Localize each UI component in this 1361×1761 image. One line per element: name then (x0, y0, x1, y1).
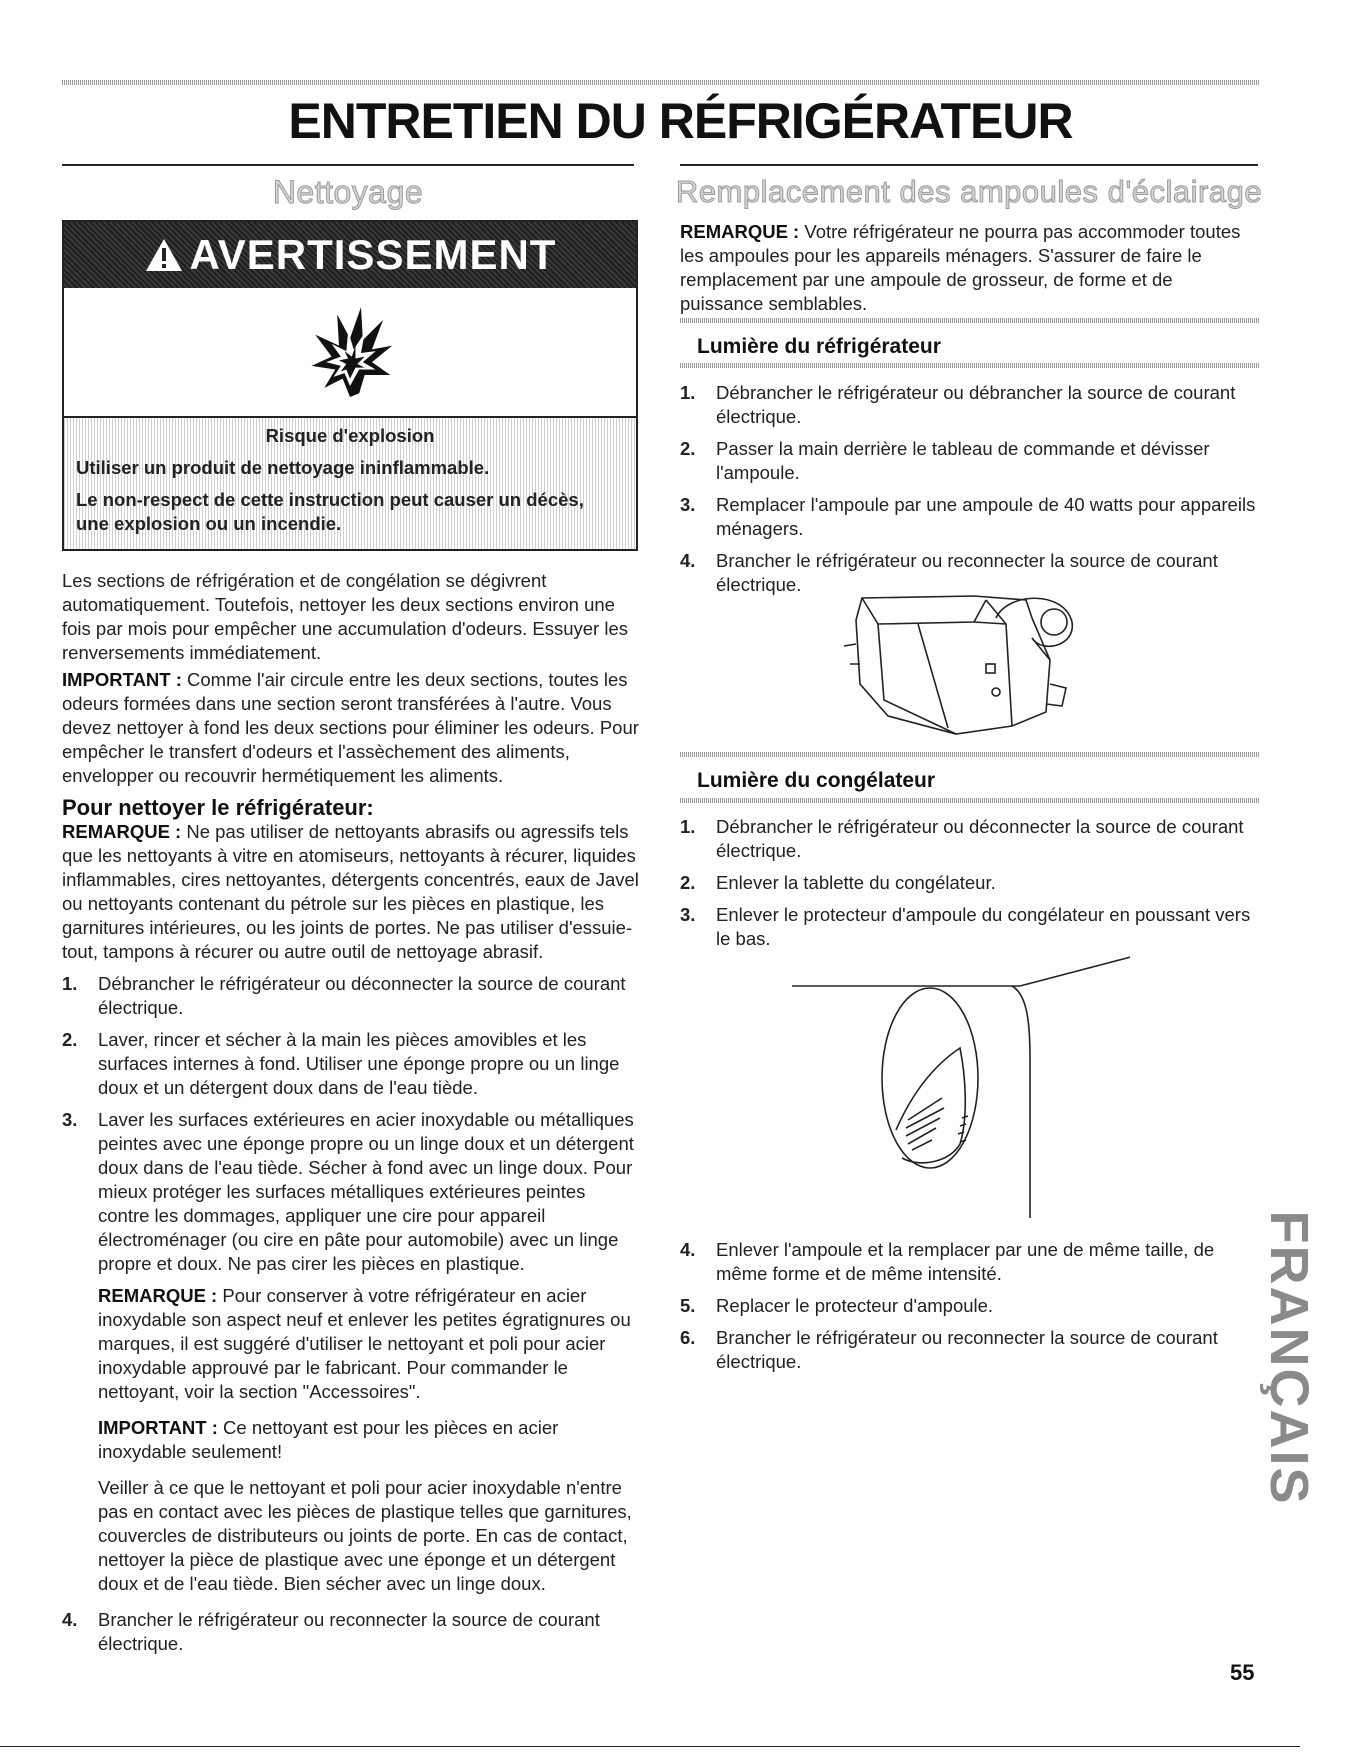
list-item (680, 1238, 1260, 1286)
step-number: 5. (680, 1295, 696, 1316)
language-side-tab (1259, 1200, 1319, 1516)
step-text: Enlever la tablette du congélateur. (716, 872, 996, 893)
freezer-light-steps-block (680, 815, 1260, 959)
left-column-rule (62, 164, 634, 166)
bottom-rule (0, 1746, 1300, 1747)
remarque-text: Ne pas utiliser de nettoyants abrasifs ou agressifs tels que les nettoyants à vitre en atomiseurs, nettoyants à récurer, liquides inflammables, cires nettoyantes, détergents concentrés, eaux de Javel ou nettoyants contenant du pétrole sur les pièces en plastique, les garnitures intérieures, ou les joints de portes. Ne pas utiliser d'essuie-tout, tampons à récurer ou autre outil de nettoyage abrasif. (62, 821, 639, 962)
step-number: 1. (680, 816, 696, 837)
freezer-subheading-bottom-rule (680, 798, 1260, 803)
right-column-rule (680, 164, 1258, 166)
step-text: Débrancher le réfrigérateur ou déconnecter la source de courant électrique. (98, 973, 626, 1018)
warning-text-area (64, 418, 636, 549)
important-text: Ce nettoyant est pour les pièces en acier inoxydable seulement! (98, 1417, 559, 1462)
fridge-subheading-top-rule (680, 318, 1260, 323)
remarque-label: REMARQUE : (98, 1285, 218, 1306)
step-number: 3. (62, 1109, 78, 1130)
step-text: Débrancher le réfrigérateur ou déconnecter la source de courant électrique. (716, 816, 1244, 861)
freezer-light-steps-continued (680, 1238, 1260, 1374)
fridge-control-panel-illustration (836, 588, 1096, 738)
important-paragraph-1 (62, 668, 640, 788)
step-text: Laver, rincer et sécher à la main les pièces amovibles et les surfaces internes à fond. Utiliser une éponge propre ou un linge doux et un détergent doux dans de l'eau tiède. (98, 1029, 620, 1098)
section-heading-cleaning: Nettoyage (272, 174, 424, 210)
step-text: Brancher le réfrigérateur ou reconnecter la source de courant électrique. (98, 1609, 600, 1654)
step-text: Débrancher le réfrigérateur ou débrancher la source de courant électrique. (716, 382, 1236, 427)
step-number: 4. (680, 550, 696, 571)
warning-box (62, 220, 638, 551)
step-text: Enlever l'ampoule et la remplacer par une de même taille, de même forme et de même intensité. (716, 1239, 1215, 1284)
list-item (680, 437, 1260, 485)
step-number: 1. (680, 382, 696, 403)
section-heading-bulb-replacement: Remplacement des ampoules d'éclairage (675, 174, 1263, 209)
freezer-light-steps (680, 815, 1260, 951)
step-number: 3. (680, 494, 696, 515)
warning-triangle-icon (144, 237, 184, 273)
list-item (680, 1294, 1260, 1318)
list-item (680, 871, 1260, 895)
step-number: 4. (62, 1609, 78, 1630)
bulb-remarque (680, 220, 1260, 316)
step-number: 4. (680, 1239, 696, 1260)
step-number: 6. (680, 1327, 696, 1348)
language-side-tab-label: FRANÇAIS (1259, 1210, 1319, 1506)
step-number: 2. (680, 438, 696, 459)
important-label: IMPORTANT : (62, 669, 182, 690)
step-text: Brancher le réfrigérateur ou reconnecter la source de courant électrique. (716, 1327, 1218, 1372)
step-text: Enlever le protecteur d'ampoule du congélateur en poussant vers le bas. (716, 904, 1251, 949)
warning-line-2: Le non-respect de cette instruction peut causer un décès, une explosion ou un incendie. (76, 489, 584, 534)
step-number: 2. (680, 872, 696, 893)
freezer-light-steps-continued-block (680, 1238, 1260, 1382)
list-item (680, 1326, 1260, 1374)
step-text: Replacer le protecteur d'ampoule. (716, 1295, 994, 1316)
subheading-fridge-light: Lumière du réfrigérateur (697, 335, 941, 358)
list-item (680, 493, 1260, 541)
fridge-light-steps-block (680, 381, 1260, 605)
warning-header (64, 222, 636, 288)
important-paragraph-2 (98, 1416, 640, 1464)
cleaning-steps (62, 972, 640, 1276)
remarque-text: Votre réfrigérateur ne pourra pas accommoder toutes les ampoules pour les appareils ménagers. S'assurer de faire le remplacement par une ampoule de grosseur, de forme et de puissance semblables. (680, 221, 1241, 314)
cleaning-intro: Les sections de réfrigération et de congélation se dégivrent automatiquement. Toutefois, nettoyer les deux sections environ une fois par mois pour empêcher une accumulation d'odeurs. Essuyer les renversements immédiatement. (62, 570, 629, 663)
step-number: 3. (680, 904, 696, 925)
remarque-label: REMARQUE : (680, 221, 800, 242)
important-label: IMPORTANT : (98, 1417, 218, 1438)
subheading-clean-fridge: Pour nettoyer le réfrigérateur: (62, 795, 374, 820)
remarque-label: REMARQUE : (62, 821, 182, 842)
remarque-paragraph-2 (98, 1284, 640, 1404)
list-item (62, 1108, 640, 1276)
warning-title: Risque d'explosion (265, 425, 435, 446)
list-item (680, 903, 1260, 951)
list-item (680, 815, 1260, 863)
step-text: Laver les surfaces extérieures en acier inoxydable ou métalliques peintes avec une éponge propre ou un linge doux et un détergent doux dans de l'eau tiède. Sécher à fond avec un linge doux. Pour mieux protéger les surfaces métalliques extérieures peintes contre les dommages, appliquer une cire pour appareil électroménager (ou cire en pâte pour automobile) avec un linge propre et doux. Ne pas cirer les pièces en plastique. (98, 1109, 634, 1274)
cleaning-steps-continued (62, 1608, 640, 1656)
list-item (680, 381, 1260, 429)
freezer-bulb-cover-illustration (790, 948, 1130, 1218)
page-number: 55 (1230, 1660, 1255, 1685)
veiller-paragraph: Veiller à ce que le nettoyant et poli pour acier inoxydable n'entre pas en contact avec les pièces de plastique telles que garnitures, couvercles de distributeurs ou joints de porte. En cas de contact, nettoyer la pièce de plastique avec une éponge et un détergent doux et de l'eau tiède. Bien sécher avec un linge doux. (98, 1477, 632, 1594)
list-item (62, 1028, 640, 1100)
step-text: Remplacer l'ampoule par une ampoule de 40 watts pour appareils ménagers. (716, 494, 1256, 539)
explosion-icon (300, 298, 400, 408)
warning-icon-area (64, 288, 636, 418)
page-title: ENTRETIEN DU RÉFRIGÉRATEUR (288, 93, 1073, 149)
list-item (62, 1608, 640, 1656)
list-item (62, 972, 640, 1020)
step-text: Brancher le réfrigérateur ou reconnecter la source de courant électrique. (716, 550, 1218, 595)
freezer-subheading-top-rule (680, 752, 1260, 757)
subheading-freezer-light: Lumière du congélateur (697, 769, 936, 792)
remarque-paragraph-1 (62, 820, 640, 964)
left-column-body (62, 569, 640, 1664)
step-number: 1. (62, 973, 78, 994)
step-3-notes (62, 1284, 640, 1596)
step-number: 2. (62, 1029, 78, 1050)
remarque-text: Pour conserver à votre réfrigérateur en acier inoxydable son aspect neuf et enlever les petites égratignures ou marques, il est suggéré d'utiliser le nettoyant et poli pour acier inoxydable approuvé par le fabricant. Pour commander le nettoyant, voir la section "Accessoires". (98, 1285, 631, 1402)
step-text: Passer la main derrière le tableau de commande et dévisser l'ampoule. (716, 438, 1210, 483)
warning-header-label: AVERTISSEMENT (189, 231, 557, 278)
important-text: Comme l'air circule entre les deux sections, toutes les odeurs formées dans une section seront transférées à l'autre. Vous devez nettoyer à fond les deux sections pour éliminer les odeurs. Pour empêcher le transfert d'odeurs et l'assèchement des aliments, envelopper ou recouvrir hermétiquement les aliments. (62, 669, 639, 786)
warning-line-1: Utiliser un produit de nettoyage ininflammable. (76, 457, 490, 478)
fridge-subheading-bottom-rule (680, 363, 1260, 368)
top-dotted-rule (62, 80, 1260, 85)
fridge-light-steps (680, 381, 1260, 597)
